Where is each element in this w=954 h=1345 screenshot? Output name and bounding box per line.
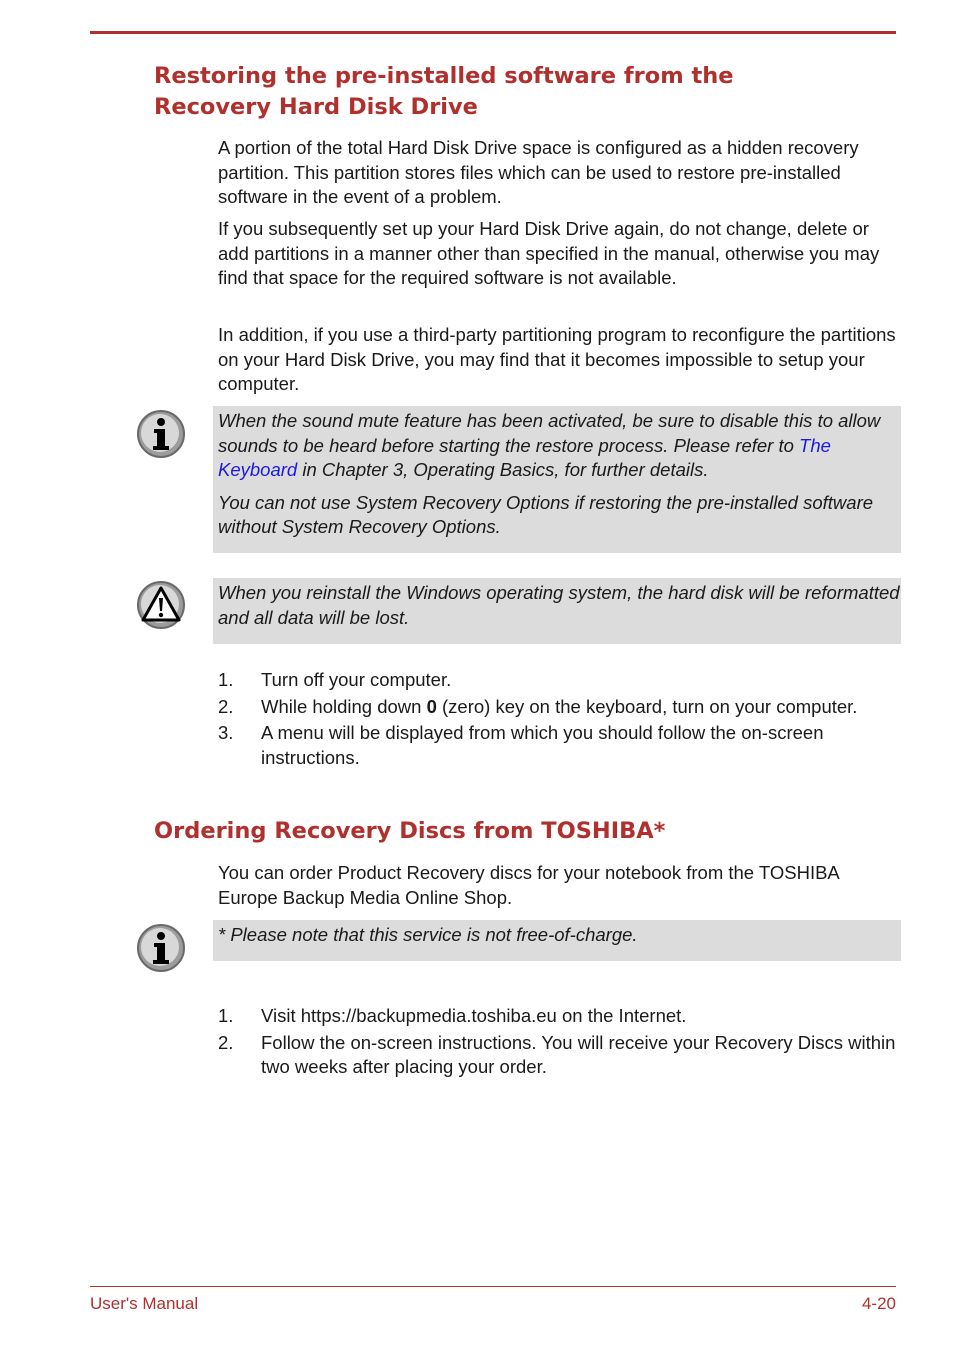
section-title-restoring	[154, 61, 734, 123]
paragraph-third-party: In addition, if you use a third-party partitioning program to reconfigure the partitions on your Hard Disk Drive, you may find that it becomes impossible to setup your computer.	[218, 324, 896, 394]
note-text-not-free: * Please note that this service is not free-of-charge.	[218, 924, 638, 945]
paragraph-order-discs: You can order Product Recovery discs for your notebook from the TOSHIBA Europe Backup Media Online Shop.	[218, 862, 839, 908]
list-item: 1. Visit https://backupmedia.toshiba.eu on the Internet.	[218, 1005, 687, 1026]
footer-manual-title: User's Manual	[90, 1294, 199, 1313]
note-box-not-free	[213, 920, 901, 961]
list-item: 1. Turn off your computer.	[218, 669, 452, 690]
note-box-sound-mute	[213, 406, 901, 553]
header-rule	[90, 31, 896, 34]
section-title-line2: Recovery Hard Disk Drive	[154, 94, 478, 120]
paragraph-hidden-partition: A portion of the total Hard Disk Drive space is configured as a hidden recovery partition. This partition stores files which can be used to restore pre-installed software in the event of a problem.	[218, 137, 859, 207]
info-icon	[136, 409, 186, 459]
list-item: 2. While holding down 0 (zero) key on the keyboard, turn on your computer.	[218, 695, 858, 717]
restore-steps-list	[218, 668, 898, 772]
section-title-line1: Restoring the pre-installed software from the	[154, 63, 734, 89]
list-item: 3. A menu will be displayed from which you should follow the on-screen instructions.	[218, 722, 824, 768]
note-text-sound-mute: When the sound mute feature has been activated, be sure to disable this to allow sounds to be heard before starting the restore process. Please refer to The Keyboard in Chapter 3, Operating Basics, for further details.	[218, 410, 881, 480]
link-the-keyboard[interactable]: The Keyboard	[218, 434, 831, 480]
order-steps-list	[218, 1004, 898, 1082]
note-text-system-recovery: You can not use System Recovery Options if restoring the pre-installed software without System Recovery Options.	[218, 491, 874, 537]
zero-key: 0	[426, 695, 437, 717]
footer-rule	[90, 1286, 896, 1287]
section-title-ordering: Ordering Recovery Discs from TOSHIBA*	[154, 818, 666, 844]
footer-page-number: 4-20	[861, 1294, 896, 1313]
warning-icon	[136, 580, 186, 630]
warning-box-reinstall	[213, 578, 901, 644]
paragraph-do-not-change: If you subsequently set up your Hard Disk Drive again, do not change, delete or add partitions in a manner other than specified in the manual, otherwise you may find that space for the required software is not available.	[218, 218, 880, 288]
warning-text: When you reinstall the Windows operating system, the hard disk will be reformatted and all data will be lost.	[218, 582, 900, 628]
list-item: 2. Follow the on-screen instructions. You will receive your Recovery Discs within two weeks after placing your order.	[218, 1031, 896, 1077]
info-icon	[136, 923, 186, 973]
